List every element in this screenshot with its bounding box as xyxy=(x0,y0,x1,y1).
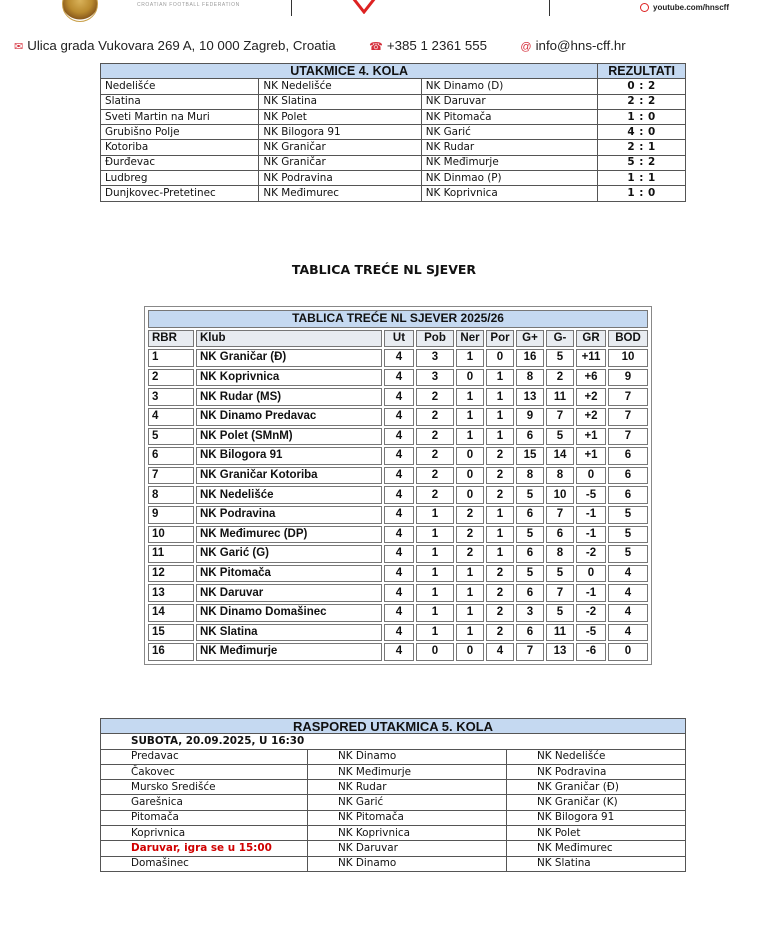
standings-played: 4 xyxy=(384,545,414,563)
standings-col-header: Ner xyxy=(456,330,484,348)
standings-wins: 0 xyxy=(416,643,454,661)
standings-club: NK Slatina xyxy=(196,624,382,642)
standings-row xyxy=(148,604,648,622)
schedule-row xyxy=(101,826,686,841)
results-table xyxy=(100,63,686,202)
standings-goal-diff: -6 xyxy=(576,643,606,661)
result-score: 2 : 1 xyxy=(598,140,686,155)
result-place: Đurđevac xyxy=(101,155,259,170)
standings-points: 0 xyxy=(608,643,648,661)
result-away-team: NK Koprivnica xyxy=(421,186,598,201)
standings-draws: 0 xyxy=(456,643,484,661)
standings-club: NK Koprivnica xyxy=(196,369,382,387)
standings-points: 6 xyxy=(608,486,648,504)
standings-club: NK Dinamo Domašinec xyxy=(196,604,382,622)
mail-icon: ✉ xyxy=(14,41,24,53)
schedule-home-team: NK Rudar xyxy=(308,780,507,795)
standings-club: NK Pitomača xyxy=(196,565,382,583)
phone: +385 1 2361 555 xyxy=(386,38,488,53)
standings-goal-diff: -5 xyxy=(576,624,606,642)
standings-points: 7 xyxy=(608,408,648,426)
federation-logo xyxy=(62,0,98,22)
standings-played: 4 xyxy=(384,565,414,583)
standings-row xyxy=(148,349,648,367)
standings-draws: 1 xyxy=(456,604,484,622)
standings-goal-diff: -1 xyxy=(576,526,606,544)
standings-wins: 3 xyxy=(416,349,454,367)
standings-wins: 2 xyxy=(416,486,454,504)
standings-losses: 1 xyxy=(486,369,514,387)
youtube-text: youtube.com/hnscff xyxy=(653,3,730,12)
standings-row xyxy=(148,369,648,387)
standings-col-header: GR xyxy=(576,330,606,348)
standings-club: NK Međimurec (DP) xyxy=(196,526,382,544)
standings-goals-for: 3 xyxy=(516,604,544,622)
standings-wins: 1 xyxy=(416,545,454,563)
standings-goals-against: 6 xyxy=(546,526,574,544)
schedule-place: Predavac xyxy=(101,749,308,764)
standings-rank: 5 xyxy=(148,428,194,446)
standings-played: 4 xyxy=(384,447,414,465)
standings-header-row xyxy=(148,330,648,348)
standings-losses: 2 xyxy=(486,486,514,504)
standings-col-header: Pob xyxy=(416,330,454,348)
youtube-link[interactable] xyxy=(640,3,729,12)
standings-points: 7 xyxy=(608,428,648,446)
standings-row xyxy=(148,526,648,544)
standings-draws: 1 xyxy=(456,584,484,602)
standings-goals-for: 5 xyxy=(516,565,544,583)
standings-rank: 14 xyxy=(148,604,194,622)
standings-rank: 7 xyxy=(148,467,194,485)
result-home-team: NK Bilogora 91 xyxy=(259,125,421,140)
schedule-place: Pitomača xyxy=(101,810,308,825)
result-row xyxy=(101,79,686,94)
standings-rank: 8 xyxy=(148,486,194,504)
standings-played: 4 xyxy=(384,506,414,524)
standings-rank: 3 xyxy=(148,388,194,406)
schedule-away-team: NK Polet xyxy=(507,826,686,841)
standings-points: 5 xyxy=(608,526,648,544)
schedule-away-team: NK Međimurec xyxy=(507,841,686,856)
result-score: 0 : 2 xyxy=(598,79,686,94)
standings-goals-for: 6 xyxy=(516,506,544,524)
standings-goals-for: 7 xyxy=(516,643,544,661)
standings-losses: 1 xyxy=(486,408,514,426)
standings-goals-against: 10 xyxy=(546,486,574,504)
standings-goals-against: 5 xyxy=(546,604,574,622)
standings-draws: 1 xyxy=(456,349,484,367)
result-home-team: NK Međimurec xyxy=(259,186,421,201)
standings-points: 6 xyxy=(608,447,648,465)
schedule-place: Domašinec xyxy=(101,856,308,871)
result-away-team: NK Garić xyxy=(421,125,598,140)
schedule-home-team: NK Dinamo xyxy=(308,749,507,764)
standings-draws: 0 xyxy=(456,486,484,504)
standings-goals-for: 9 xyxy=(516,408,544,426)
standings-goals-for: 5 xyxy=(516,526,544,544)
standings-row xyxy=(148,624,648,642)
standings-goals-against: 5 xyxy=(546,428,574,446)
standings-rank: 16 xyxy=(148,643,194,661)
result-score: 1 : 1 xyxy=(598,171,686,186)
standings-losses: 2 xyxy=(486,447,514,465)
standings-points: 10 xyxy=(608,349,648,367)
result-away-team: NK Dinamo (D) xyxy=(421,79,598,94)
schedule-home-team: NK Daruvar xyxy=(308,841,507,856)
standings-row xyxy=(148,388,648,406)
address: Ulica grada Vukovara 269 A, 10 000 Zagreb, Croatia xyxy=(27,38,336,53)
standings-rank: 1 xyxy=(148,349,194,367)
schedule-home-team: NK Međimurje xyxy=(308,764,507,779)
schedule-home-team: NK Pitomača xyxy=(308,810,507,825)
schedule-away-team: NK Nedelišće xyxy=(507,749,686,764)
standings-row xyxy=(148,506,648,524)
schedule-place: Čakovec xyxy=(101,764,308,779)
result-away-team: NK Pitomača xyxy=(421,109,598,124)
result-row xyxy=(101,109,686,124)
standings-row xyxy=(148,545,648,563)
result-home-team: NK Slatina xyxy=(259,94,421,109)
standings-draws: 1 xyxy=(456,388,484,406)
standings-row xyxy=(148,408,648,426)
standings-goals-for: 6 xyxy=(516,428,544,446)
schedule-home-team: NK Dinamo xyxy=(308,856,507,871)
standings-points: 6 xyxy=(608,467,648,485)
standings-goals-against: 8 xyxy=(546,545,574,563)
standings-points: 9 xyxy=(608,369,648,387)
standings-draws: 1 xyxy=(456,428,484,446)
standings-club: NK Polet (SMnM) xyxy=(196,428,382,446)
result-home-team: NK Graničar xyxy=(259,155,421,170)
standings-row xyxy=(148,584,648,602)
standings-points: 4 xyxy=(608,604,648,622)
standings-club: NK Rudar (MS) xyxy=(196,388,382,406)
result-score: 2 : 2 xyxy=(598,94,686,109)
schedule-row xyxy=(101,780,686,795)
standings-losses: 2 xyxy=(486,624,514,642)
standings-played: 4 xyxy=(384,526,414,544)
contact-line xyxy=(14,38,626,53)
schedule-date-row xyxy=(101,734,686,749)
standings-wins: 1 xyxy=(416,604,454,622)
standings-club: NK Podravina xyxy=(196,506,382,524)
standings-club: NK Nedelišće xyxy=(196,486,382,504)
schedule-table xyxy=(100,718,686,872)
schedule-away-team: NK Bilogora 91 xyxy=(507,810,686,825)
standings-goals-against: 7 xyxy=(546,506,574,524)
standings-wins: 1 xyxy=(416,506,454,524)
result-score: 5 : 2 xyxy=(598,155,686,170)
result-away-team: NK Međimurje xyxy=(421,155,598,170)
standings-wins: 1 xyxy=(416,624,454,642)
standings-draws: 1 xyxy=(456,408,484,426)
standings-wins: 1 xyxy=(416,565,454,583)
standings-rank: 13 xyxy=(148,584,194,602)
standings-draws: 2 xyxy=(456,506,484,524)
results-score-header: REZULTATI xyxy=(598,64,686,79)
standings-played: 4 xyxy=(384,643,414,661)
result-place: Sveti Martin na Muri xyxy=(101,109,259,124)
standings-goals-against: 7 xyxy=(546,408,574,426)
standings-rank: 9 xyxy=(148,506,194,524)
standings-club: NK Bilogora 91 xyxy=(196,447,382,465)
standings-wins: 2 xyxy=(416,408,454,426)
schedule-row xyxy=(101,841,686,856)
standings-played: 4 xyxy=(384,624,414,642)
standings-losses: 1 xyxy=(486,545,514,563)
standings-goals-for: 13 xyxy=(516,388,544,406)
standings-rank: 6 xyxy=(148,447,194,465)
standings-played: 4 xyxy=(384,428,414,446)
standings-draws: 0 xyxy=(456,467,484,485)
standings-points: 7 xyxy=(608,388,648,406)
standings-points: 5 xyxy=(608,506,648,524)
standings-club: NK Daruvar xyxy=(196,584,382,602)
standings-goals-against: 13 xyxy=(546,643,574,661)
schedule-place: Daruvar, igra se u 15:00 xyxy=(101,841,308,856)
standings-rank: 2 xyxy=(148,369,194,387)
result-home-team: NK Polet xyxy=(259,109,421,124)
standings-col-header: G+ xyxy=(516,330,544,348)
standings-goal-diff: -2 xyxy=(576,604,606,622)
standings-rank: 11 xyxy=(148,545,194,563)
standings-played: 4 xyxy=(384,604,414,622)
standings-goals-against: 11 xyxy=(546,388,574,406)
standings-wins: 2 xyxy=(416,467,454,485)
standings-heading: TABLICA TREĆE NL SJEVER xyxy=(291,262,477,277)
standings-wins: 3 xyxy=(416,369,454,387)
standings-rank: 4 xyxy=(148,408,194,426)
result-home-team: NK Graničar xyxy=(259,140,421,155)
standings-goal-diff: -1 xyxy=(576,584,606,602)
standings-goal-diff: +2 xyxy=(576,408,606,426)
schedule-away-team: NK Graničar (Đ) xyxy=(507,780,686,795)
standings-points: 5 xyxy=(608,545,648,563)
result-row xyxy=(101,140,686,155)
divider xyxy=(291,0,292,16)
standings-draws: 0 xyxy=(456,447,484,465)
schedule-home-team: NK Garić xyxy=(308,795,507,810)
result-row xyxy=(101,125,686,140)
standings-goals-for: 6 xyxy=(516,545,544,563)
result-away-team: NK Dinmao (P) xyxy=(421,171,598,186)
youtube-icon xyxy=(640,3,649,12)
standings-losses: 2 xyxy=(486,584,514,602)
standings-goal-diff: +1 xyxy=(576,447,606,465)
standings-row xyxy=(148,643,648,661)
email[interactable]: info@hns-cff.hr xyxy=(535,38,626,53)
schedule-away-team: NK Graničar (K) xyxy=(507,795,686,810)
schedule-title: RASPORED UTAKMICA 5. KOLA xyxy=(101,719,686,734)
standings-goals-for: 15 xyxy=(516,447,544,465)
phone-icon: ☎ xyxy=(369,41,383,53)
schedule-home-team: NK Koprivnica xyxy=(308,826,507,841)
standings-club: NK Graničar (Đ) xyxy=(196,349,382,367)
standings-draws: 0 xyxy=(456,369,484,387)
result-place: Grubišno Polje xyxy=(101,125,259,140)
result-score: 1 : 0 xyxy=(598,186,686,201)
standings-row xyxy=(148,467,648,485)
standings-goal-diff: -5 xyxy=(576,486,606,504)
standings-goals-for: 6 xyxy=(516,624,544,642)
schedule-row xyxy=(101,795,686,810)
results-header-row xyxy=(101,64,686,79)
standings-points: 4 xyxy=(608,624,648,642)
standings-losses: 1 xyxy=(486,526,514,544)
shield-icon xyxy=(350,0,378,14)
result-row xyxy=(101,94,686,109)
standings-goal-diff: -2 xyxy=(576,545,606,563)
standings-club: NK Graničar Kotoriba xyxy=(196,467,382,485)
standings-table xyxy=(146,308,650,663)
standings-played: 4 xyxy=(384,467,414,485)
standings-played: 4 xyxy=(384,584,414,602)
schedule-row xyxy=(101,749,686,764)
schedule-place: Garešnica xyxy=(101,795,308,810)
standings-club: NK Dinamo Predavac xyxy=(196,408,382,426)
result-score: 4 : 0 xyxy=(598,125,686,140)
standings-col-header: G- xyxy=(546,330,574,348)
standings-goal-diff: +1 xyxy=(576,428,606,446)
standings-losses: 4 xyxy=(486,643,514,661)
standings-losses: 2 xyxy=(486,565,514,583)
standings-goals-against: 2 xyxy=(546,369,574,387)
standings-row xyxy=(148,447,648,465)
result-home-team: NK Nedelišće xyxy=(259,79,421,94)
schedule-place: Mursko Središće xyxy=(101,780,308,795)
standings-rank: 12 xyxy=(148,565,194,583)
standings-col-header: Ut xyxy=(384,330,414,348)
result-row xyxy=(101,155,686,170)
standings-goal-diff: +6 xyxy=(576,369,606,387)
standings-goals-for: 8 xyxy=(516,467,544,485)
standings-col-header: Klub xyxy=(196,330,382,348)
standings-losses: 2 xyxy=(486,604,514,622)
standings-row xyxy=(148,428,648,446)
standings-losses: 0 xyxy=(486,349,514,367)
result-score: 1 : 0 xyxy=(598,109,686,124)
schedule-row xyxy=(101,856,686,871)
standings-draws: 1 xyxy=(456,565,484,583)
standings-rank: 10 xyxy=(148,526,194,544)
standings-goal-diff: +11 xyxy=(576,349,606,367)
standings-goals-against: 14 xyxy=(546,447,574,465)
standings-points: 4 xyxy=(608,584,648,602)
standings-played: 4 xyxy=(384,486,414,504)
result-away-team: NK Rudar xyxy=(421,140,598,155)
schedule-row xyxy=(101,764,686,779)
result-place: Nedelišće xyxy=(101,79,259,94)
standings-played: 4 xyxy=(384,369,414,387)
standings-goals-against: 5 xyxy=(546,349,574,367)
standings-wins: 2 xyxy=(416,388,454,406)
result-home-team: NK Podravina xyxy=(259,171,421,186)
standings-goals-for: 16 xyxy=(516,349,544,367)
standings-losses: 2 xyxy=(486,467,514,485)
standings-goals-for: 5 xyxy=(516,486,544,504)
result-row xyxy=(101,171,686,186)
standings-club: NK Garić (G) xyxy=(196,545,382,563)
federation-name: CROATIAN FOOTBALL FEDERATION xyxy=(137,2,240,8)
schedule-away-team: NK Slatina xyxy=(507,856,686,871)
standings-goals-for: 6 xyxy=(516,584,544,602)
standings-goals-against: 11 xyxy=(546,624,574,642)
standings-col-header: RBR xyxy=(148,330,194,348)
standings-wins: 1 xyxy=(416,584,454,602)
result-away-team: NK Daruvar xyxy=(421,94,598,109)
standings-played: 4 xyxy=(384,408,414,426)
result-place: Slatina xyxy=(101,94,259,109)
standings-played: 4 xyxy=(384,349,414,367)
schedule-row xyxy=(101,810,686,825)
standings-caption: TABLICA TREĆE NL SJEVER 2025/26 xyxy=(148,310,648,328)
standings-goals-against: 5 xyxy=(546,565,574,583)
standings-draws: 1 xyxy=(456,624,484,642)
at-icon: @ xyxy=(520,41,532,53)
schedule-date: SUBOTA, 20.09.2025, U 16:30 xyxy=(101,734,686,749)
standings-wins: 1 xyxy=(416,526,454,544)
standings-goal-diff: +2 xyxy=(576,388,606,406)
result-place: Dunjkovec-Pretetinec xyxy=(101,186,259,201)
standings-frame xyxy=(144,306,652,665)
standings-row xyxy=(148,486,648,504)
result-place: Kotoriba xyxy=(101,140,259,155)
standings-goals-against: 8 xyxy=(546,467,574,485)
standings-wins: 2 xyxy=(416,447,454,465)
standings-goal-diff: 0 xyxy=(576,565,606,583)
standings-losses: 1 xyxy=(486,506,514,524)
standings-col-header: Por xyxy=(486,330,514,348)
standings-played: 4 xyxy=(384,388,414,406)
standings-caption-row xyxy=(148,310,648,328)
standings-wins: 2 xyxy=(416,428,454,446)
result-row xyxy=(101,186,686,201)
standings-rank: 15 xyxy=(148,624,194,642)
standings-goals-for: 8 xyxy=(516,369,544,387)
standings-goal-diff: -1 xyxy=(576,506,606,524)
schedule-away-team: NK Podravina xyxy=(507,764,686,779)
standings-losses: 1 xyxy=(486,428,514,446)
standings-row xyxy=(148,565,648,583)
result-place: Ludbreg xyxy=(101,171,259,186)
standings-points: 4 xyxy=(608,565,648,583)
schedule-place: Koprivnica xyxy=(101,826,308,841)
standings-col-header: BOD xyxy=(608,330,648,348)
schedule-header-row xyxy=(101,719,686,734)
standings-draws: 2 xyxy=(456,526,484,544)
standings-club: NK Međimurje xyxy=(196,643,382,661)
results-title: UTAKMICE 4. KOLA xyxy=(101,64,598,79)
standings-goals-against: 7 xyxy=(546,584,574,602)
standings-goal-diff: 0 xyxy=(576,467,606,485)
standings-losses: 1 xyxy=(486,388,514,406)
standings-draws: 2 xyxy=(456,545,484,563)
divider xyxy=(549,0,550,16)
